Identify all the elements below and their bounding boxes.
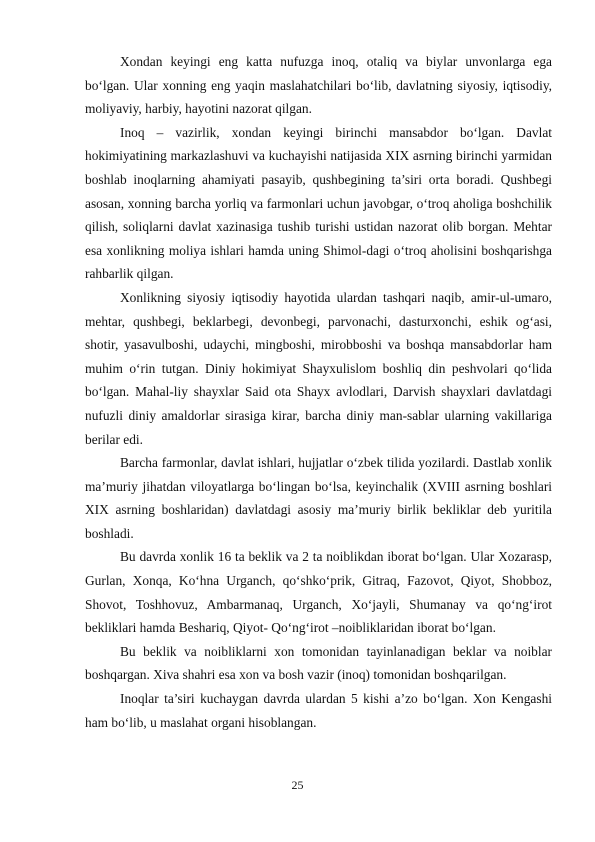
paragraph-3: Xonlikning siyosiy iqtisodiy hayotida ulardan tashqari naqib, amir-ul-umaro, mehtar, qushbegi, beklarbegi, devonbegi, parvonachi, dasturxonchi, eshik og‘asi, shotir, yasavulboshi, udaychi, mingboshi, mirobboshi va boshqa mansabdorlar ham muhim o‘rin tutgan. Diniy hokimiyat Shayxulislom boshliq din peshvolari qo‘lida bo‘lgan. Mahal-liy shayxlar Said ota Shayx avlodlari, Darvish shayxlari davlatdagi nufuzli diniy amaldorlar sirasiga kirar, barcha diniy man-sablar ularning vakillariga berilar edi.	[85, 289, 552, 447]
paragraph-2: Inoq – vazirlik, xondan keyingi birinchi mansabdor bo‘lgan. Davlat hokimiyatining markazlashuvi va kuchayishi natijasida XIX asrning birinchi yarmidan boshlab inoqlarning ahamiyati pasayib, qushbegining ta’siri orta boradi. Qushbegi asosan, xonning barcha yorliq va farmonlari uchun javobgar, o‘troq aholiga boshchilik qilish, soliqlarni davlat xazinasiga tushib turishi ustidan nazorat olib borgan. Mehtar esa xonlikning moliya ishlari hamda uning Shimol-dagi o‘troq aholisini boshqarishga rahbarlik qilgan.	[85, 124, 552, 282]
paragraph-1: Xondan keyingi eng katta nufuzga inoq, otaliq va biylar unvonlarga ega bo‘lgan. Ular xonning eng yaqin maslahatchilari bo‘lib, davlatning siyosiy, iqtisodiy, moliyaviy, harbiy, hayotini nazorat qilgan.	[85, 54, 552, 117]
paragraph-4: Barcha farmonlar, davlat ishlari, hujjatlar o‘zbek tilida yozilardi. Dastlab xonlik ma’muriy jihatdan viloyatlarga bo‘lingan bo‘lsa, keyinchalik (XVIII asrning boshlari XIX asrning boshlaridan) davlatdagi asosiy ma’muriy birlik bekliklar deb yuritila boshladi.	[85, 455, 552, 541]
page-number: 25	[291, 778, 304, 792]
paragraph-5: Bu davrda xonlik 16 ta beklik va 2 ta noiblikdan iborat bo‘lgan. Ular Xozarasp, Gurlan, Xonqa, Ko‘hna Urganch, qo‘shko‘prik, Gitraq, Fazovot, Qiyot, Shobboz, Shovot, Toshhovuz, Ambarmanaq, Urganch, Xo‘jayli, Shumanay va qo‘ng‘irot bekliklari hamda Beshariq, Qiyot- Qo‘ng‘irot –noibliklaridan iborat bo‘lgan.	[85, 549, 552, 636]
paragraph-6: Bu beklik va noibliklarni xon tomonidan tayinlanadigan beklar va noiblar boshqargan. Xiva shahri esa xon va bosh vazir (inoq) tomonidan boshqarilgan.	[85, 643, 552, 683]
paragraph-7: Inoqlar ta’siri kuchaygan davrda ulardan 5 kishi a’zo bo‘lgan. Xon Kengashi ham bo‘lib, u maslahat organi hisoblangan.	[85, 691, 552, 730]
page-body	[85, 50, 552, 734]
